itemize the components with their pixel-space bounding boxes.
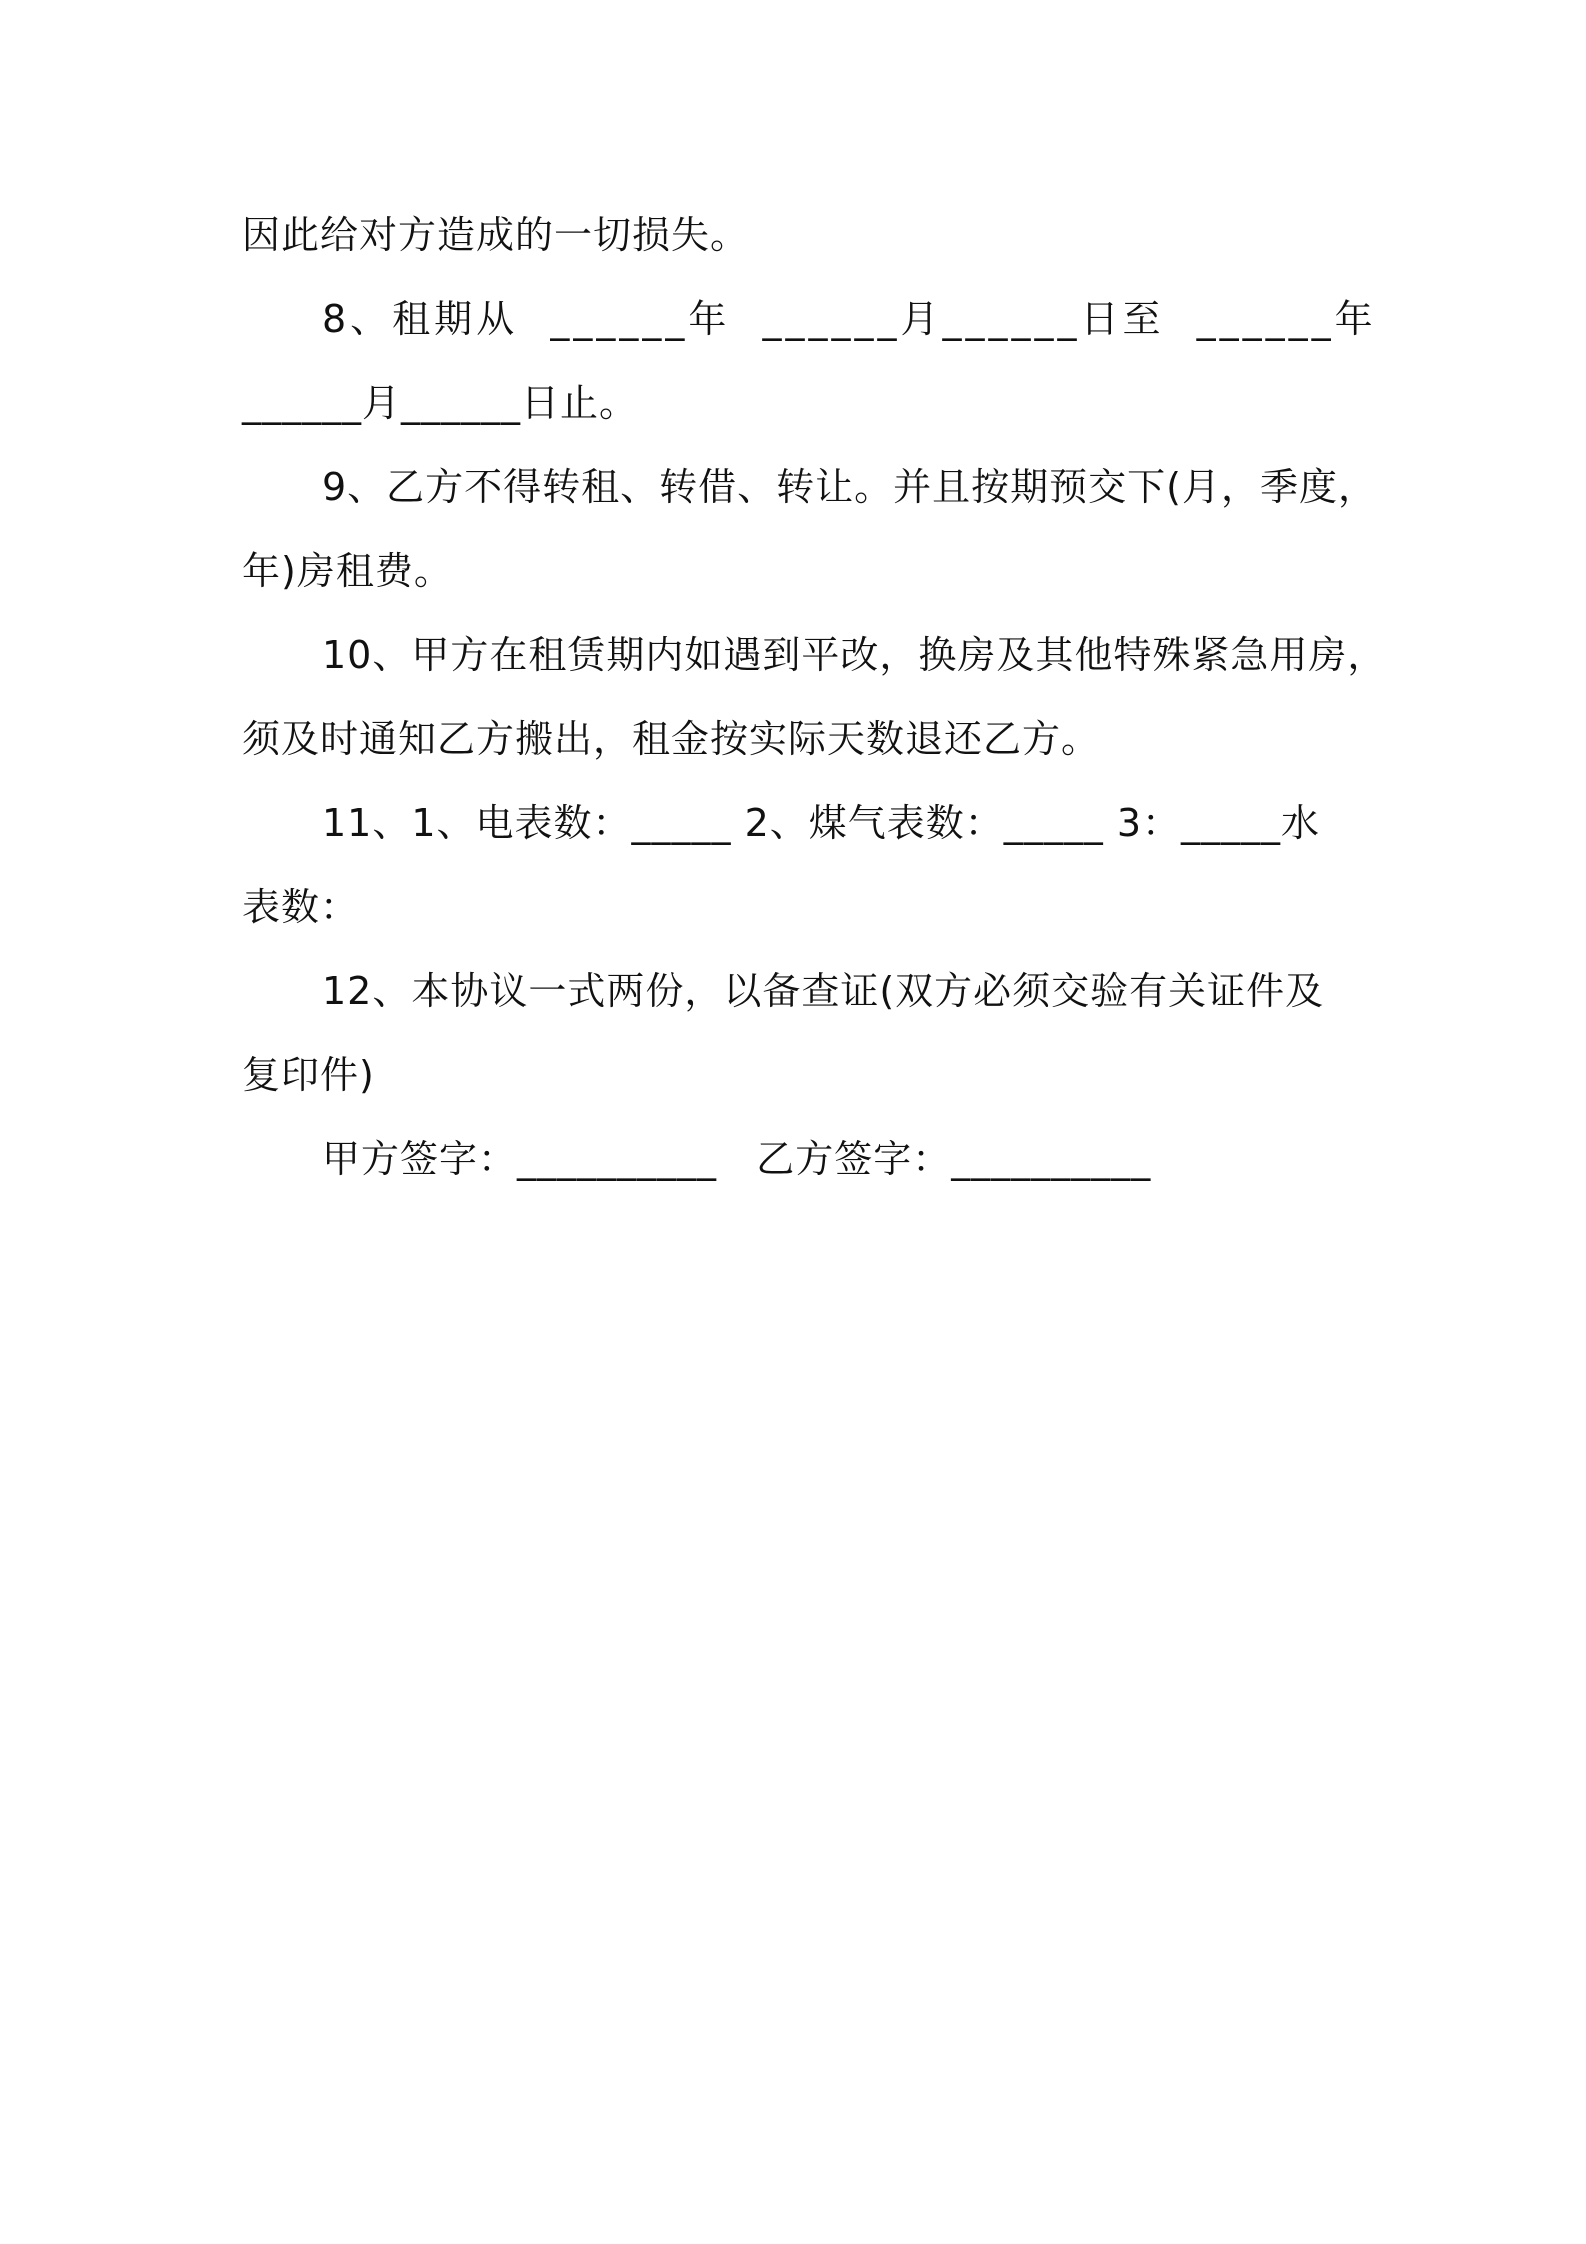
clause-11-cont: 表数：: [242, 885, 360, 929]
clause-9-cont: 年)房租费。: [242, 549, 453, 593]
clause-8-lease-term: 8、租期从 ______年 ______月______日至 ______年: [322, 297, 1377, 341]
party-a-signature-label: 甲方签字：: [322, 1137, 518, 1181]
party-b-signature-label: 乙方签字：: [756, 1137, 952, 1181]
clause-8-lease-term-cont: ______月______日止。: [242, 381, 639, 425]
clause-10-reclaim: 10、甲方在租赁期内如遇到平改，换房及其他特殊紧急用房，: [322, 633, 1387, 677]
signature-row: [242, 1117, 1357, 1201]
document-body: [242, 193, 1387, 1201]
clause-12-copies: 12、本协议一式两份，以备查证(双方必须交验有关证件及: [322, 969, 1325, 1013]
party-b-signature-blank: __________: [951, 1137, 1152, 1181]
clause-9-no-sublet: 9、乙方不得转租、转借、转让。并且按期预交下(月，季度，: [322, 465, 1378, 509]
clause-11-meter-readings: 11、1、电表数：_____ 2、煤气表数：_____ 3：_____水: [322, 801, 1321, 845]
clause-10-cont: 须及时通知乙方搬出，租金按实际天数退还乙方。: [242, 717, 1101, 761]
text-line-loss: 因此给对方造成的一切损失。: [242, 213, 750, 257]
party-a-signature-blank: __________: [517, 1137, 718, 1181]
clause-12-cont: 复印件): [242, 1053, 375, 1097]
